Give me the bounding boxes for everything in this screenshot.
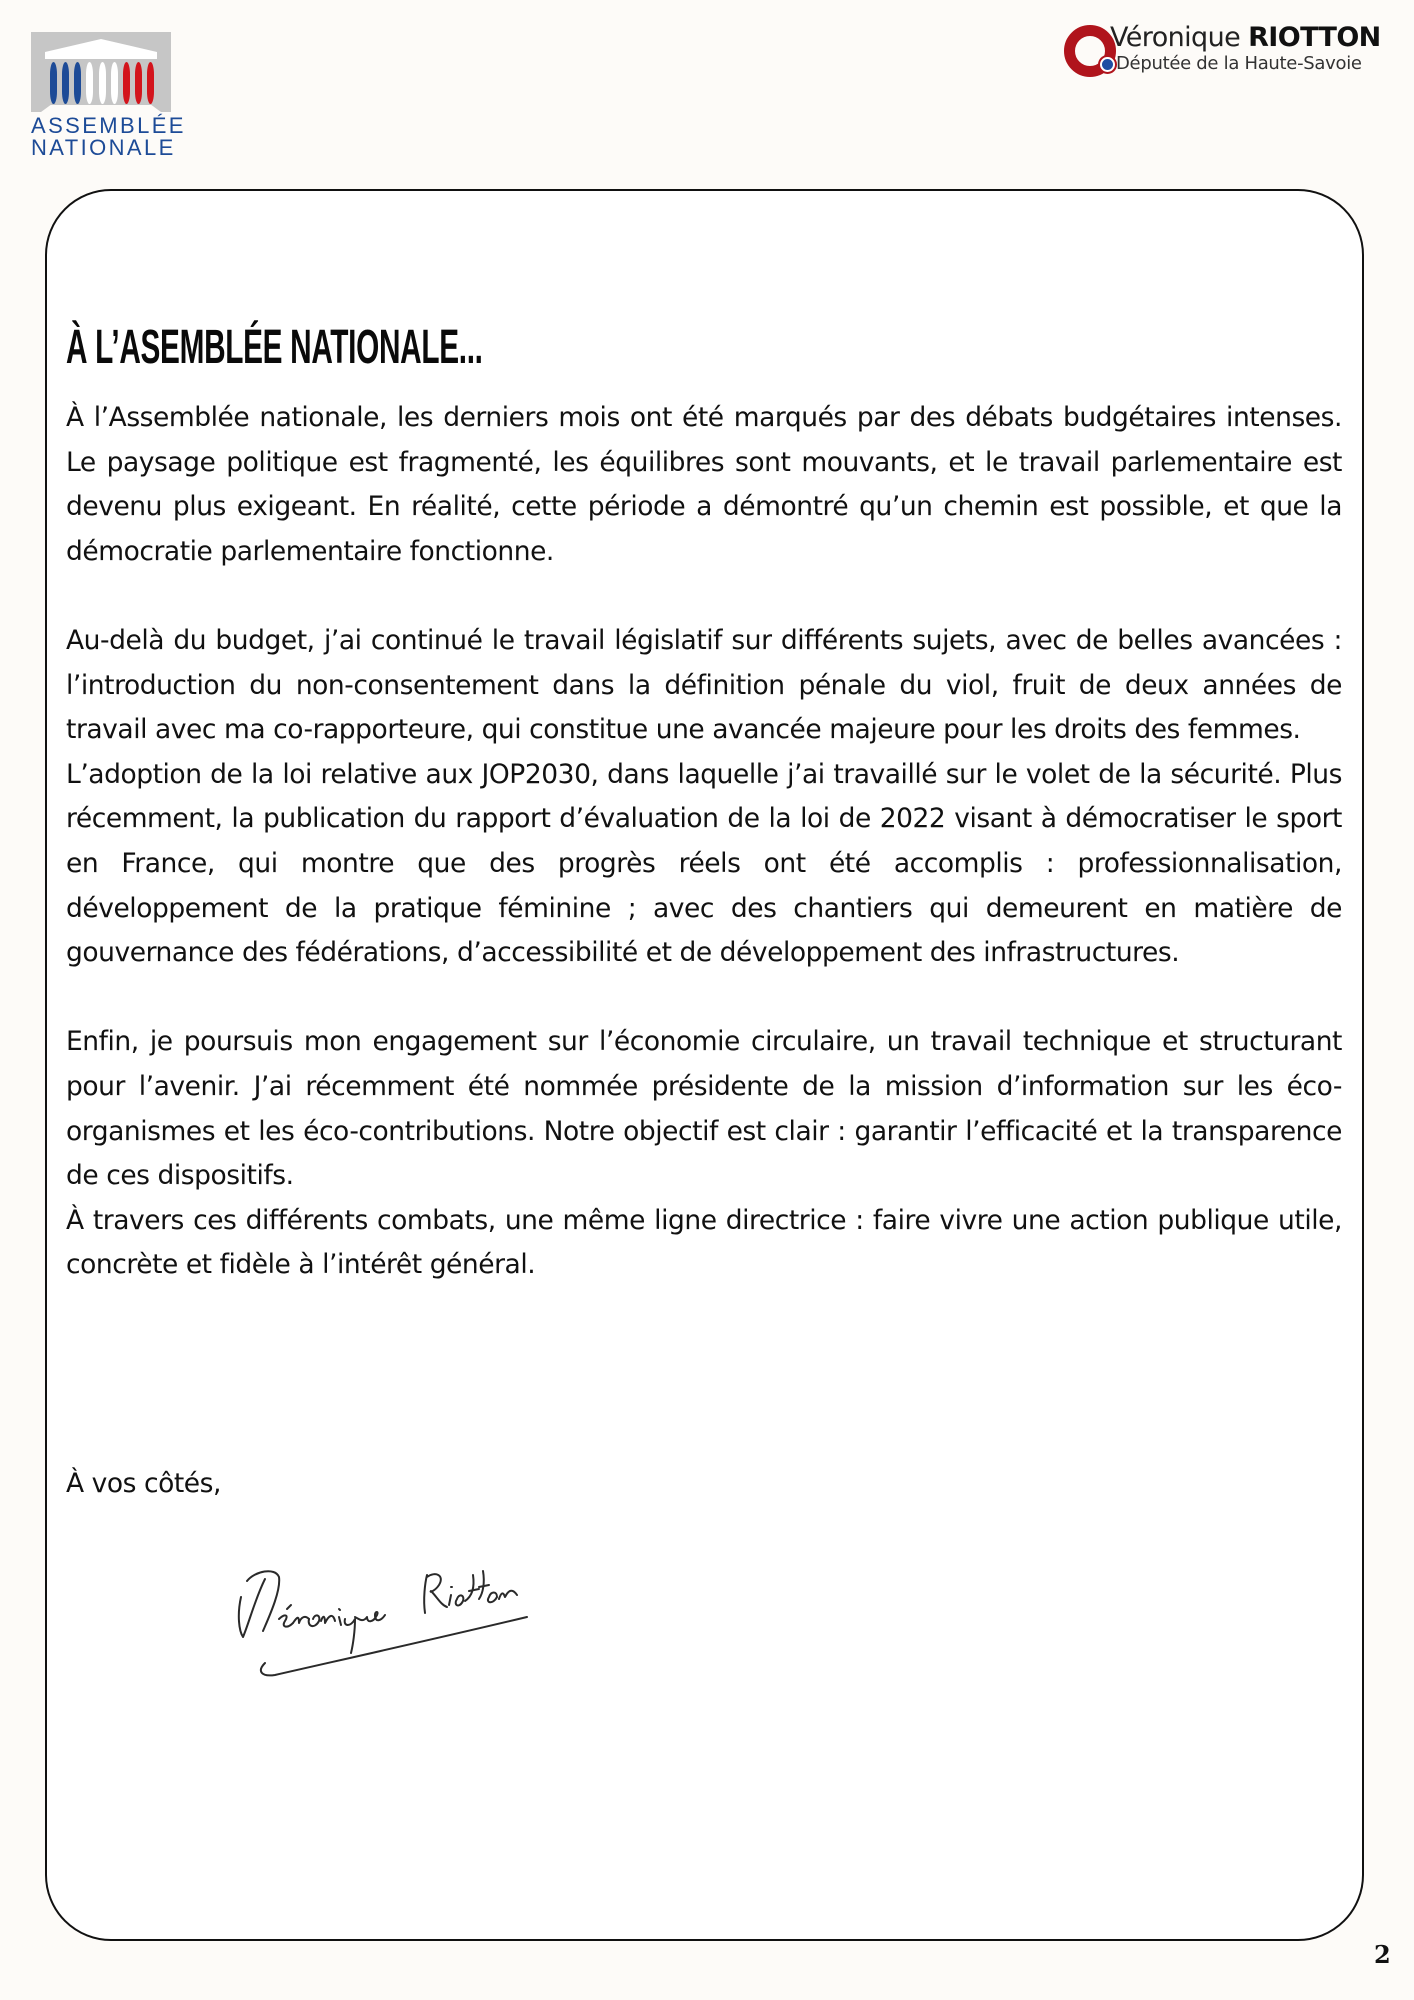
body-text <box>66 396 1342 1288</box>
assemblee-emblem-icon <box>31 32 171 112</box>
dot-icon <box>1100 57 1115 72</box>
assemblee-line1: ASSEMBLÉE <box>31 113 186 138</box>
deputy-logo <box>1062 22 1402 78</box>
signature-icon <box>235 1535 605 1685</box>
page-title: À L’ASEMBLÉE NATIONALE... <box>66 321 483 374</box>
page-number: 2 <box>1374 1940 1391 1969</box>
paragraph-budget: À l’Assemblée nationale, les derniers mois ont été marqués par des débats budgétaires intenses. Le paysage politique est fragmenté, les équilibres sont mouvants, et le travail parlementaire est devenu plus exigeant. En réalité, cette période a démontré qu’un chemin est possible, et que la démocratie parlementaire fonctionne. <box>66 402 1342 567</box>
assemblee-wordmark <box>31 113 186 160</box>
deputy-subtitle: Députée de la Haute-Savoie <box>1116 53 1362 74</box>
closing-salutation: À vos côtés, <box>66 1468 221 1499</box>
assemblee-line2: NATIONALE <box>31 135 176 160</box>
paragraph-conclusion: À travers ces différents combats, une même ligne directrice : faire vivre une action publique utile, concrète et fidèle à l’intérêt général. <box>66 1204 1342 1281</box>
deputy-first-name: Véronique <box>1110 22 1241 53</box>
paragraph-legislative: Au-delà du budget, j’ai continué le travail législatif sur différents sujets, avec de belles avancées : l’introduction du non-consentement dans la définition pénale du viol, fruit de deux années de travail avec ma co-rapporteure, qui constitue une avancée majeure pour les droits des femmes. <box>66 624 1342 746</box>
deputy-name <box>1110 22 1381 54</box>
deputy-last-name: RIOTTON <box>1248 22 1381 53</box>
paragraph-circular-economy: Enfin, je poursuis mon engagement sur l’économie circulaire, un travail technique et structurant pour l’avenir. J’ai récemment été nommée présidente de la mission d’information sur les éco-organismes et les éco-contributions. Notre objectif est clair : garantir l’efficacité et la transparence de ces dispositifs. <box>66 1026 1342 1192</box>
assemblee-nationale-logo <box>31 32 186 160</box>
paragraph-jop2030: L’adoption de la loi relative aux JOP2030, dans laquelle j’ai travaillé sur le volet de la sécurité. Plus récemment, la publication du rapport d’évaluation de la loi de 2022 visant à démocratiser le sport en France, qui montre que des progrès réels ont été accomplis : professionnalisation, développement de la pratique féminine ; avec des chantiers qui demeurent en matière de gouvernance des fédérations, d’accessibilité et de développement des infrastructures. <box>66 758 1342 969</box>
